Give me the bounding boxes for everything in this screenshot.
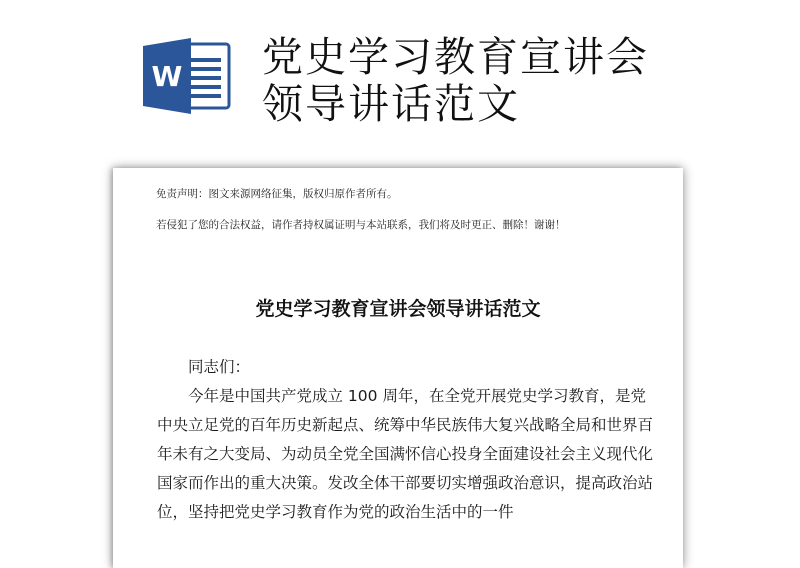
salutation: 同志们： [188, 358, 251, 376]
word-document-icon [143, 36, 231, 116]
document-page [113, 168, 683, 568]
page-title-line1: 党史学习教育宣讲会 [262, 33, 649, 81]
svg-text:W: W [151, 60, 183, 93]
document-body [157, 353, 657, 527]
page-title [262, 34, 649, 128]
header [0, 0, 800, 150]
disclaimer-line1: 免责声明：图文来源网络征集，版权归原作者所有。 [156, 188, 398, 200]
body-paragraph: 今年是中国共产党成立 100 周年，在全党开展党史学习教育，是党中央立足党的百年历史新起点、统筹中华民族伟大复兴战略全局和世界百年未有之大变局、为动员全党全国满怀信心投身全面建设社会主义现代化国家而作出的重大决策。发改全体干部要切实增强政治意识，提高政治站位，坚持把党史学习教育作为党的政治生活中的一件 [157, 387, 654, 521]
page-title-line2: 领导讲话范文 [262, 80, 520, 128]
disclaimer-line2: 若侵犯了您的合法权益，请作者持权属证明与本站联系，我们将及时更正、删除！谢谢！ [156, 219, 566, 231]
document-title: 党史学习教育宣讲会领导讲话范文 [255, 298, 541, 320]
